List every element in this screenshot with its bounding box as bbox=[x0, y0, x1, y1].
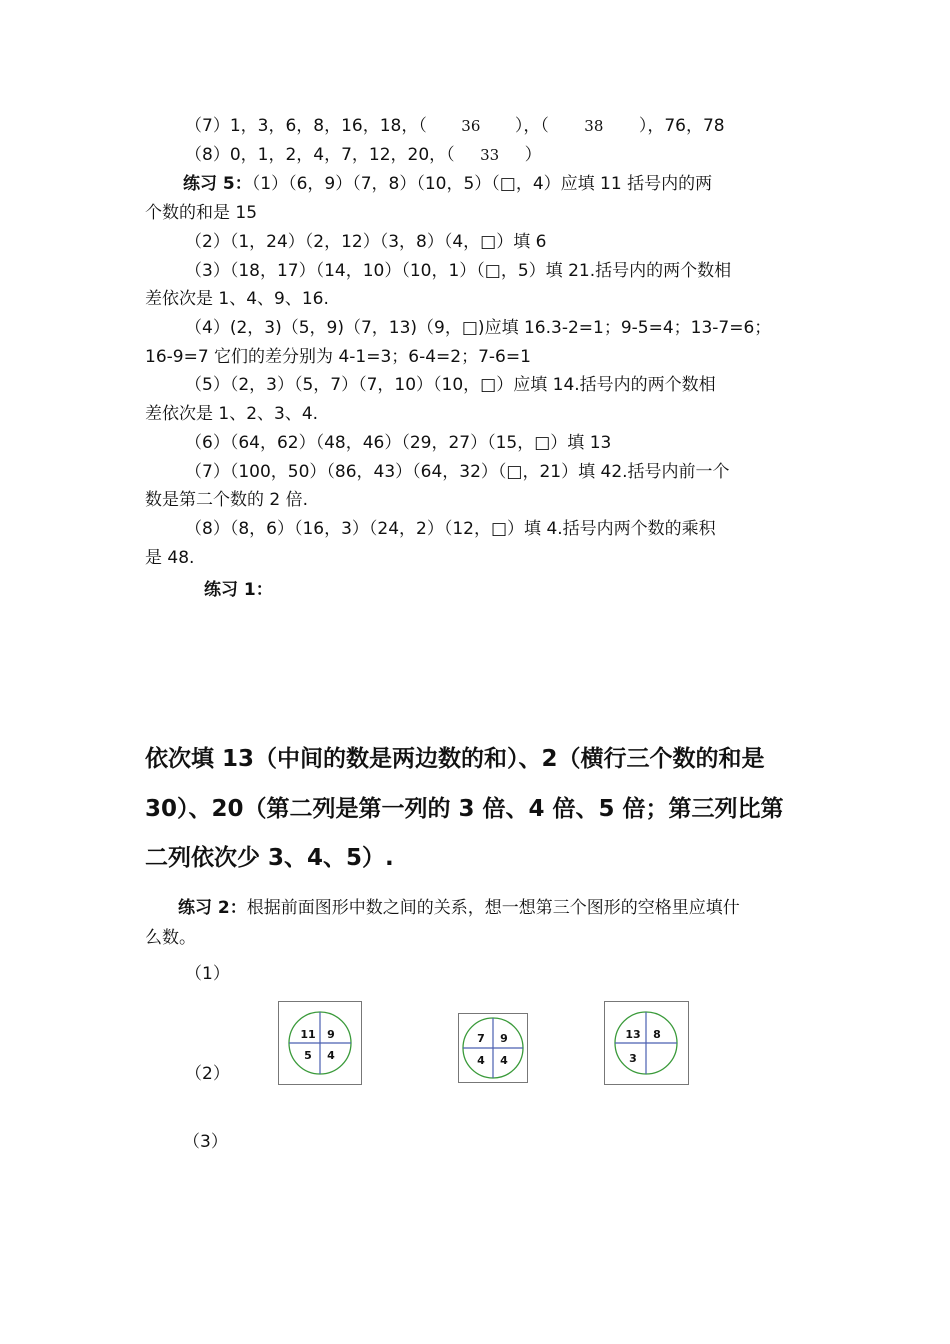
sequence-7-end: ），76，78 bbox=[638, 116, 725, 136]
circle-figure-1 bbox=[278, 1001, 362, 1085]
circle-figure-3-graphic bbox=[605, 1002, 688, 1084]
exercise-5-item-1-cont: 个数的和是 15 bbox=[145, 203, 258, 223]
sequence-8-end: ） bbox=[524, 145, 542, 165]
exercise-5-item-2: （2）（1，24）（2，12）（3，8）（4，□）填 6 bbox=[185, 232, 547, 252]
exercise-5-item-8: （8）（8，6）（16，3）（24，2）（12，□）填 4.括号内两个数的乘积 bbox=[185, 519, 716, 539]
sequence-7-mid: ），（ bbox=[514, 116, 549, 136]
sequence-8-text: （8）0，1，2，4，7，12，20，（ bbox=[185, 145, 455, 165]
exercise-2-label: 练习 2： bbox=[178, 898, 247, 918]
cell-top-left: 11 bbox=[300, 1028, 316, 1041]
answer-line-1: 依次填 13（中间的数是两边数的和）、2（横行三个数的和是 bbox=[145, 746, 765, 772]
exercise-5-item-8-cont: 是 48. bbox=[145, 548, 195, 568]
exercise-5-item-6: （6）（64，62）（48，46）（29，27）（15，□）填 13 bbox=[185, 433, 612, 453]
circle-figure-2-graphic bbox=[459, 1014, 527, 1082]
answer-36: 36 bbox=[461, 117, 481, 135]
answer-38: 38 bbox=[584, 117, 604, 135]
cell-bottom-right: 4 bbox=[500, 1054, 508, 1067]
cell-top-right: 8 bbox=[653, 1028, 661, 1041]
exercise-5-item-4-cont: 16-9=7 它们的差分别为 4-1=3；6-4=2；7-6=1 bbox=[145, 347, 531, 367]
exercise-5-item-7: （7）（100，50）（86，43）（64，32）（□，21）填 42.括号内前一个 bbox=[185, 462, 730, 482]
exercise-5-item-7-cont: 数是第二个数的 2 倍. bbox=[145, 490, 309, 510]
exercise-5-item-5: （5）（2，3）（5，7）（7，10）（10，□）应填 14.括号内的两个数相 bbox=[185, 375, 716, 395]
sequence-7 bbox=[185, 115, 725, 137]
item-2-label: （2） bbox=[185, 1064, 230, 1084]
circle-figure-1-graphic bbox=[279, 1002, 361, 1084]
cell-top-right: 9 bbox=[500, 1032, 508, 1045]
sequence-8 bbox=[185, 144, 542, 166]
answer-line-2: 30）、20（第二列是第一列的 3 倍、4 倍、5 倍；第三列比第 bbox=[145, 796, 784, 822]
cell-top-left: 7 bbox=[477, 1032, 485, 1045]
cell-bottom-right: 4 bbox=[327, 1049, 335, 1062]
exercise-5-item-3: （3）（18，17）（14，10）（10，1）（□，5）填 21.括号内的两个数相 bbox=[185, 261, 732, 281]
circle-figure-2 bbox=[458, 1013, 528, 1083]
cell-top-left: 13 bbox=[625, 1028, 641, 1041]
exercise-2-prompt: 根据前面图形中数之间的关系，想一想第三个图形的空格里应填什 bbox=[246, 898, 740, 918]
exercise-5-item-1: （1）（6，9）（7，8）（10，5）（□，4）应填 11 括号内的两 bbox=[251, 174, 713, 194]
cell-bottom-left: 5 bbox=[304, 1049, 312, 1062]
exercise-2-line-1 bbox=[178, 897, 740, 919]
exercise-1-label: 练习 1： bbox=[204, 580, 273, 600]
exercise-5-label: 练习 5： bbox=[183, 174, 252, 194]
answer-33: 33 bbox=[480, 146, 500, 164]
exercise-2-prompt-cont: 么数。 bbox=[145, 928, 196, 948]
item-1-label: （1） bbox=[185, 964, 230, 984]
cell-bottom-left: 4 bbox=[477, 1054, 485, 1067]
cell-bottom-left: 3 bbox=[629, 1052, 637, 1065]
exercise-5-line-1 bbox=[183, 173, 712, 195]
exercise-5-item-3-cont: 差依次是 1、4、9、16. bbox=[145, 289, 329, 309]
answer-line-3: 二列依次少 3、4、5）. bbox=[145, 845, 394, 871]
exercise-5-item-5-cont: 差依次是 1、2、3、4. bbox=[145, 404, 319, 424]
exercise-5-item-4: （4）(2，3)（5，9)（7，13)（9，□)应填 16.3-2=1；9-5=4；13-7=6； bbox=[185, 318, 772, 338]
sequence-7-text: （7）1，3，6，8，16，18，（ bbox=[185, 116, 427, 136]
item-3-label: （3） bbox=[183, 1132, 228, 1152]
cell-top-right: 9 bbox=[327, 1028, 335, 1041]
circle-figure-3 bbox=[604, 1001, 689, 1085]
